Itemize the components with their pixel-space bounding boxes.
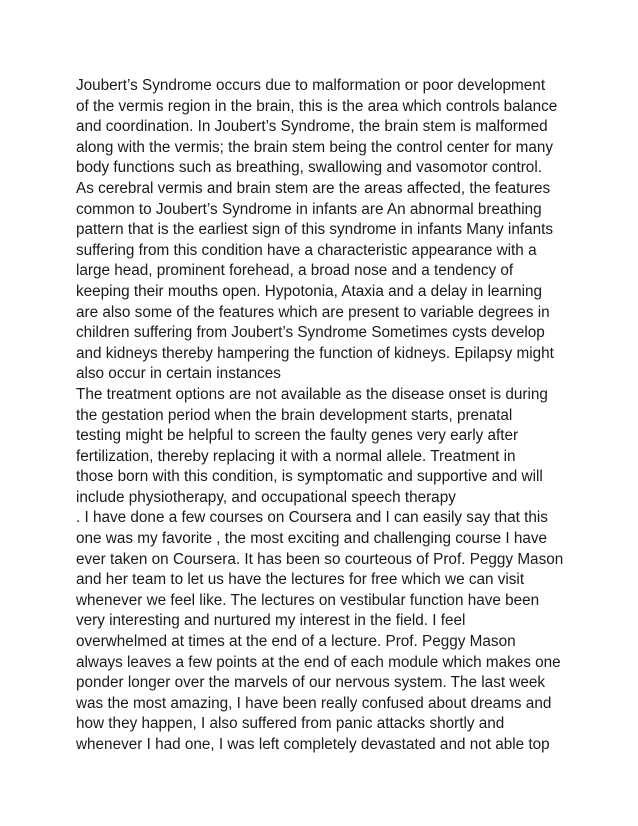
text-line: The treatment options are not available as the disease onset is during	[76, 385, 548, 403]
text-line: and her team to let us have the lectures for free which we can visit	[76, 571, 525, 589]
text-line: children suffering from Joubert’s Syndrome Sometimes cysts develop	[76, 324, 545, 342]
text-line: very interesting and nurtured my interest in the field. I feel	[76, 612, 466, 630]
text-line: whenever we feel like. The lectures on vestibular function have been	[76, 591, 540, 609]
text-line: suffering from this condition have a characteristic appearance with a	[76, 241, 537, 259]
text-line: of the vermis region in the brain, this is the area which controls balance	[76, 97, 558, 115]
text-line: body functions such as breathing, swallowing and vasomotor control.	[76, 159, 542, 177]
body-text	[76, 76, 576, 756]
text-line: large head, prominent forehead, a broad nose and a tendency of	[76, 262, 514, 280]
text-line: Joubert’s Syndrome occurs due to malformation or poor development	[76, 77, 546, 94]
text-line: one was my favorite , the most exciting and challenging course I have	[76, 530, 548, 548]
text-line: how they happen, I also suffered from panic attacks shortly and	[76, 715, 505, 733]
text-line: common to Joubert’s Syndrome in infants are An abnormal breathing	[76, 200, 542, 218]
text-line: overwhelmed at times at the end of a lecture. Prof. Peggy Mason	[76, 633, 516, 651]
text-line: those born with this condition, is symptomatic and supportive and will	[76, 468, 543, 486]
text-line: and kidneys thereby hampering the function of kidneys. Epilapsy might	[76, 344, 554, 362]
text-line: are also some of the features which are present to variable degrees in	[76, 303, 550, 321]
text-line: include physiotherapy, and occupational speech therapy	[76, 488, 456, 506]
text-line: and coordination. In Joubert’s Syndrome, the brain stem is malformed	[76, 118, 548, 136]
text-line: always leaves a few points at the end of each module which makes one	[76, 653, 561, 671]
text-line: keeping their mouths open. Hypotonia, Ataxia and a delay in learning	[76, 282, 543, 300]
text-line: also occur in certain instances	[76, 365, 281, 383]
text-line: fertilization, thereby replacing it with a normal allele. Treatment in	[76, 447, 516, 465]
text-line: along with the vermis; the brain stem being the control center for many	[76, 138, 553, 156]
text-line: . I have done a few courses on Coursera and I can easily say that this	[76, 509, 548, 527]
text-line: testing might be helpful to screen the faulty genes very early after	[76, 427, 519, 445]
text-line: whenever I had one, I was left completely devastated and not able top	[76, 736, 550, 753]
text-line: As cerebral vermis and brain stem are the areas affected, the features	[76, 179, 551, 197]
text-line: pattern that is the earliest sign of this syndrome in infants Many infants	[76, 221, 553, 239]
text-line: the gestation period when the brain development starts, prenatal	[76, 406, 513, 424]
text-line: ponder longer over the marvels of our nervous system. The last week	[76, 674, 546, 692]
text-line: ever taken on Coursera. It has been so courteous of Prof. Peggy Mason	[76, 550, 564, 568]
text-line: was the most amazing, I have been really confused about dreams and	[76, 694, 552, 712]
